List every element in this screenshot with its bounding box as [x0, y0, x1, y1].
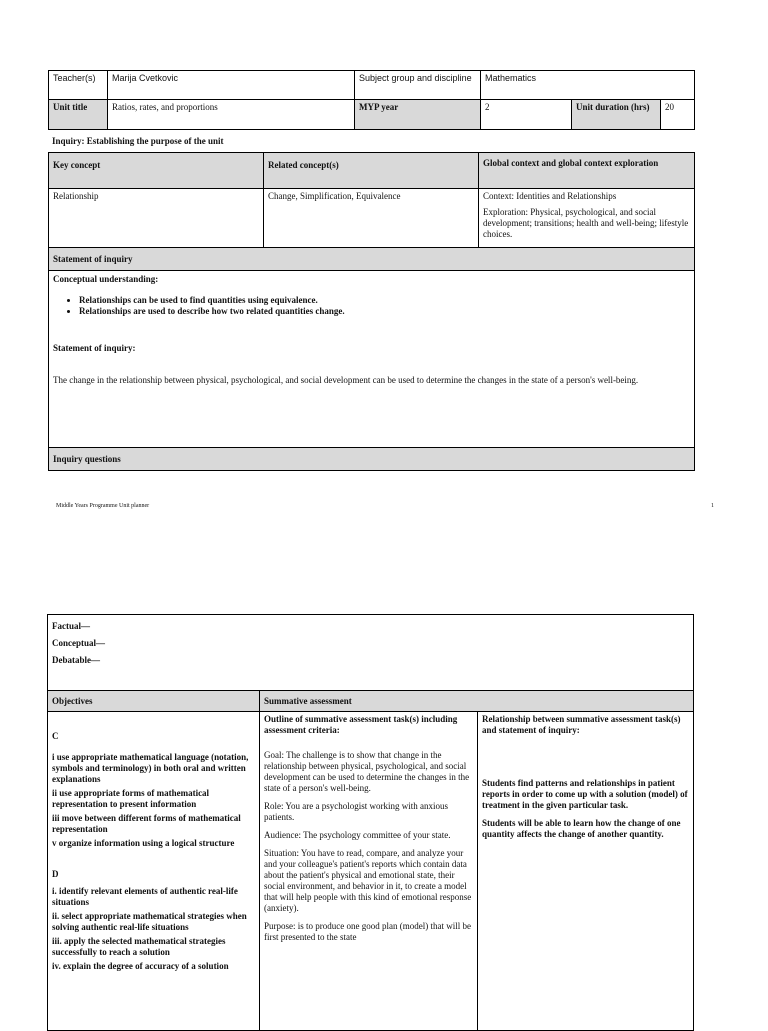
conceptual-bullets — [53, 295, 690, 317]
list-item: • Relationships are used to describe how two related quantities change. — [79, 306, 690, 317]
subject-label: Subject group and discipline — [354, 70, 481, 100]
conceptual-label: Conceptual— — [52, 638, 106, 648]
criterion-c-item: i use appropriate mathematical language (notation, symbols and terminology) in both oral and written explanations — [52, 752, 249, 784]
global-context-cell — [478, 188, 695, 248]
purpose-paragraph: Purpose: is to produce one good plan (model) that will be first presented to the state — [264, 921, 471, 942]
myp-year-label: MYP year — [354, 99, 481, 130]
unit-title-value: Ratios, rates, and proportions — [107, 99, 355, 130]
statement-of-inquiry-header: Statement of inquiry — [48, 247, 695, 271]
relationship-paragraph: Students find patterns and relationships in patient reports in order to come up with a solution (model) of treatment in the given particular task. — [482, 778, 688, 810]
criterion-d-item: iii. apply the selected mathematical strategies successfully to reach a solution — [52, 936, 226, 957]
exploration-value: Exploration: Physical, psychological, and social development; transitions; health and well-being; lifestyle choices. — [483, 207, 689, 239]
summative-assessment-header: Summative assessment — [259, 690, 694, 712]
goal-paragraph: Goal: The challenge is to show that change in the relationship between physical, psychological, and social development can be used to determine the changes in the state of a person's well-being. — [264, 750, 470, 793]
criterion-d-item: i. identify relevant elements of authentic real-life situations — [52, 886, 238, 907]
myp-year-value: 2 — [480, 99, 572, 130]
related-concept-value: Change, Simplification, Equivalence — [263, 188, 479, 248]
criterion-c-item: ii use appropriate forms of mathematical representation to present information — [52, 788, 210, 809]
unit-duration-label: Unit duration (hrs) — [571, 99, 661, 130]
key-concept-header: Key concept — [48, 152, 264, 189]
global-context-header: Global context and global context exploration — [478, 152, 695, 189]
criterion-c-item: v organize information using a logical structure — [52, 838, 235, 848]
list-item: • Relationships can be used to find quantities using equivalence. — [79, 295, 690, 306]
situation-paragraph: Situation: You have to read, compare, and analyze your and your colleague's patient's reports which contain data about the patient's physical and emotional state, their social environment, and behavior in it, to create a model that will help people with this kind of emotional response (anxiety). — [264, 848, 472, 913]
unit-title-label: Unit title — [48, 99, 108, 130]
inquiry-questions-header: Inquiry questions — [48, 447, 695, 471]
key-concept-value: Relationship — [48, 188, 264, 248]
outline-header: Outline of summative assessment task(s) including assessment criteria: — [264, 714, 458, 735]
related-concept-header: Related concept(s) — [263, 152, 479, 189]
debatable-label: Debatable— — [52, 655, 100, 665]
factual-label: Factual— — [52, 621, 90, 631]
footer-text: Middle Years Programme Unit planner — [56, 503, 150, 509]
criterion-c-item: iii move between different forms of mathematical representation — [52, 813, 241, 834]
conceptual-understanding-label: Conceptual understanding: — [53, 274, 159, 284]
audience-paragraph: Audience: The psychology committee of your state. — [264, 830, 451, 840]
statement-label: Statement of inquiry: — [53, 343, 136, 353]
criterion-d-item: ii. select appropriate mathematical strategies when solving authentic real-life situations — [52, 911, 247, 932]
role-paragraph: Role: You are a psychologist working with anxious patients. — [264, 801, 448, 822]
criterion-c-label: C — [52, 731, 59, 741]
statement-body — [48, 270, 695, 448]
criterion-d-item: iv. explain the degree of accuracy of a solution — [52, 961, 229, 971]
relationship-cell — [477, 711, 694, 1031]
inquiry-questions-box — [47, 614, 694, 691]
objectives-header: Objectives — [47, 690, 260, 712]
inquiry-heading: Inquiry: Establishing the purpose of the unit — [52, 136, 224, 146]
summative-outline-cell — [259, 711, 478, 1031]
statement-text: The change in the relationship between physical, psychological, and social development can be used to determine the changes in the state of a person's well-being. — [53, 375, 639, 385]
teacher-label: Teacher(s) — [48, 70, 108, 100]
subject-value: Mathematics — [480, 70, 695, 100]
page-number: 1 — [711, 503, 714, 509]
relationship-paragraph: Students will be able to learn how the change of one quantity affects the change of another quantity. — [482, 818, 681, 839]
objectives-cell — [47, 711, 260, 1031]
context-value: Context: Identities and Relationships — [483, 191, 617, 201]
unit-duration-value: 20 — [660, 99, 695, 130]
teacher-value: Marija Cvetkovic — [107, 70, 355, 100]
criterion-d-label: D — [52, 869, 59, 879]
relationship-header: Relationship between summative assessment task(s) and statement of inquiry: — [482, 714, 681, 735]
